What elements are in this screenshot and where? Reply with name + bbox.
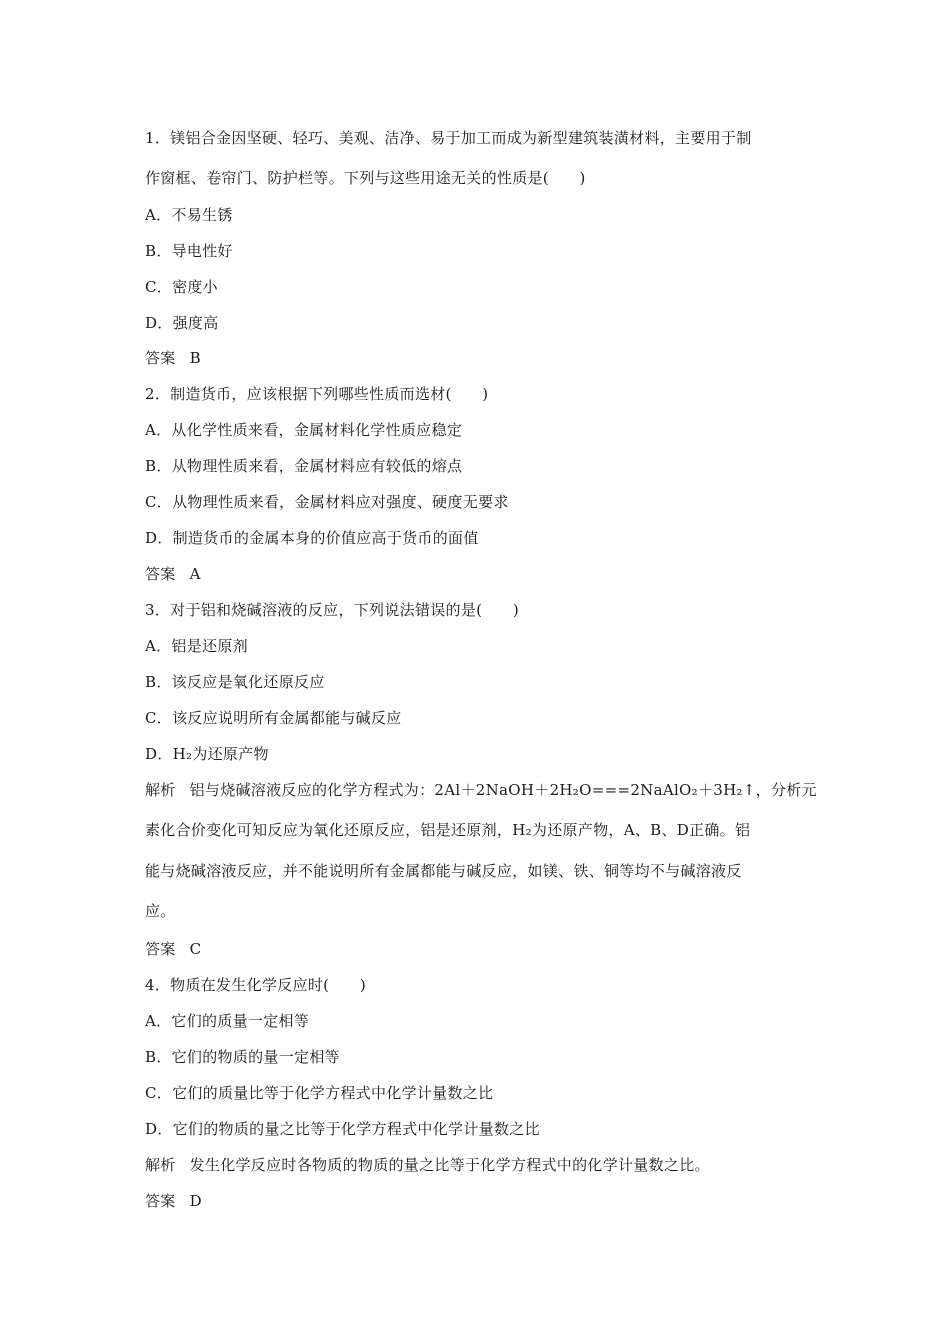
- q1-stem-line1: 1．镁铝合金因坚硬、轻巧、美观、洁净、易于加工而成为新型建筑装潢材料，主要用于制: [145, 129, 752, 147]
- q4-analysis-line1: [145, 1155, 825, 1175]
- answer-label: 答案: [145, 1192, 176, 1210]
- q1-stem-line2: 作窗框、卷帘门、防护栏等。下列与这些用途无关的性质是( ): [145, 169, 586, 187]
- answer-label: 答案: [145, 940, 176, 958]
- answer-value: B: [189, 349, 201, 367]
- q1-option-c: C．密度小: [145, 278, 218, 296]
- q4-option-a: A．它们的质量一定相等: [145, 1012, 310, 1030]
- analysis-label: 解析: [145, 1156, 176, 1174]
- q4-option-b: B．它们的物质的量一定相等: [145, 1048, 340, 1066]
- q1-option-d: D．强度高: [145, 314, 219, 332]
- q4-option-c: C．它们的质量比等于化学方程式中化学计量数之比: [145, 1084, 494, 1102]
- q2-answer: [145, 564, 825, 584]
- answer-label: 答案: [145, 565, 176, 583]
- answer-value: D: [189, 1192, 202, 1210]
- q4-stem-line1: 4．物质在发生化学反应时( ): [145, 976, 367, 994]
- q1-option-a: A．不易生锈: [145, 206, 233, 224]
- q4-option-d: D．它们的物质的量之比等于化学方程式中化学计量数之比: [145, 1120, 540, 1138]
- answer-value: C: [189, 940, 202, 958]
- q2-option-d: D．制造货币的金属本身的价值应高于货币的面值: [145, 529, 479, 547]
- analysis-text: 铝与烧碱溶液反应的化学方程式为：2Al＋2NaOH＋2H₂O===2NaAlO₂＋3H₂↑，分析元: [189, 781, 817, 799]
- answer-value: A: [189, 565, 201, 583]
- q3-option-d: D．H₂为还原产物: [145, 745, 269, 763]
- q3-analysis-line3: 能与烧碱溶液反应，并不能说明所有金属都能与碱反应，如镁、铁、铜等均不与碱溶液反: [145, 862, 742, 880]
- q1-option-b: B．导电性好: [145, 242, 233, 260]
- q3-analysis-line2: 素化合价变化可知反应为氧化还原反应，铝是还原剂，H₂为还原产物，A、B、D正确。铝: [145, 821, 751, 839]
- q3-stem-line1: 3．对于铝和烧碱溶液的反应，下列说法错误的是( ): [145, 601, 520, 619]
- q3-option-b: B．该反应是氧化还原反应: [145, 673, 325, 691]
- analysis-label: 解析: [145, 781, 176, 799]
- q2-option-c: C．从物理性质来看，金属材料应对强度、硬度无要求: [145, 493, 509, 511]
- q3-option-a: A．铝是还原剂: [145, 637, 248, 655]
- q2-option-a: A．从化学性质来看，金属材料化学性质应稳定: [145, 421, 463, 439]
- q3-answer: [145, 939, 825, 959]
- q2-stem-line1: 2．制造货币，应该根据下列哪些性质而选材( ): [145, 385, 489, 403]
- answer-label: 答案: [145, 349, 176, 367]
- q3-option-c: C．该反应说明所有金属都能与碱反应: [145, 709, 402, 727]
- q2-option-b: B．从物理性质来看，金属材料应有较低的熔点: [145, 457, 463, 475]
- q3-analysis-line1: [145, 780, 825, 800]
- q4-answer: [145, 1191, 825, 1211]
- analysis-text: 发生化学反应时各物质的物质的量之比等于化学方程式中的化学计量数之比。: [189, 1156, 710, 1174]
- q3-analysis-line4: 应。: [145, 902, 176, 920]
- q1-answer: [145, 348, 825, 368]
